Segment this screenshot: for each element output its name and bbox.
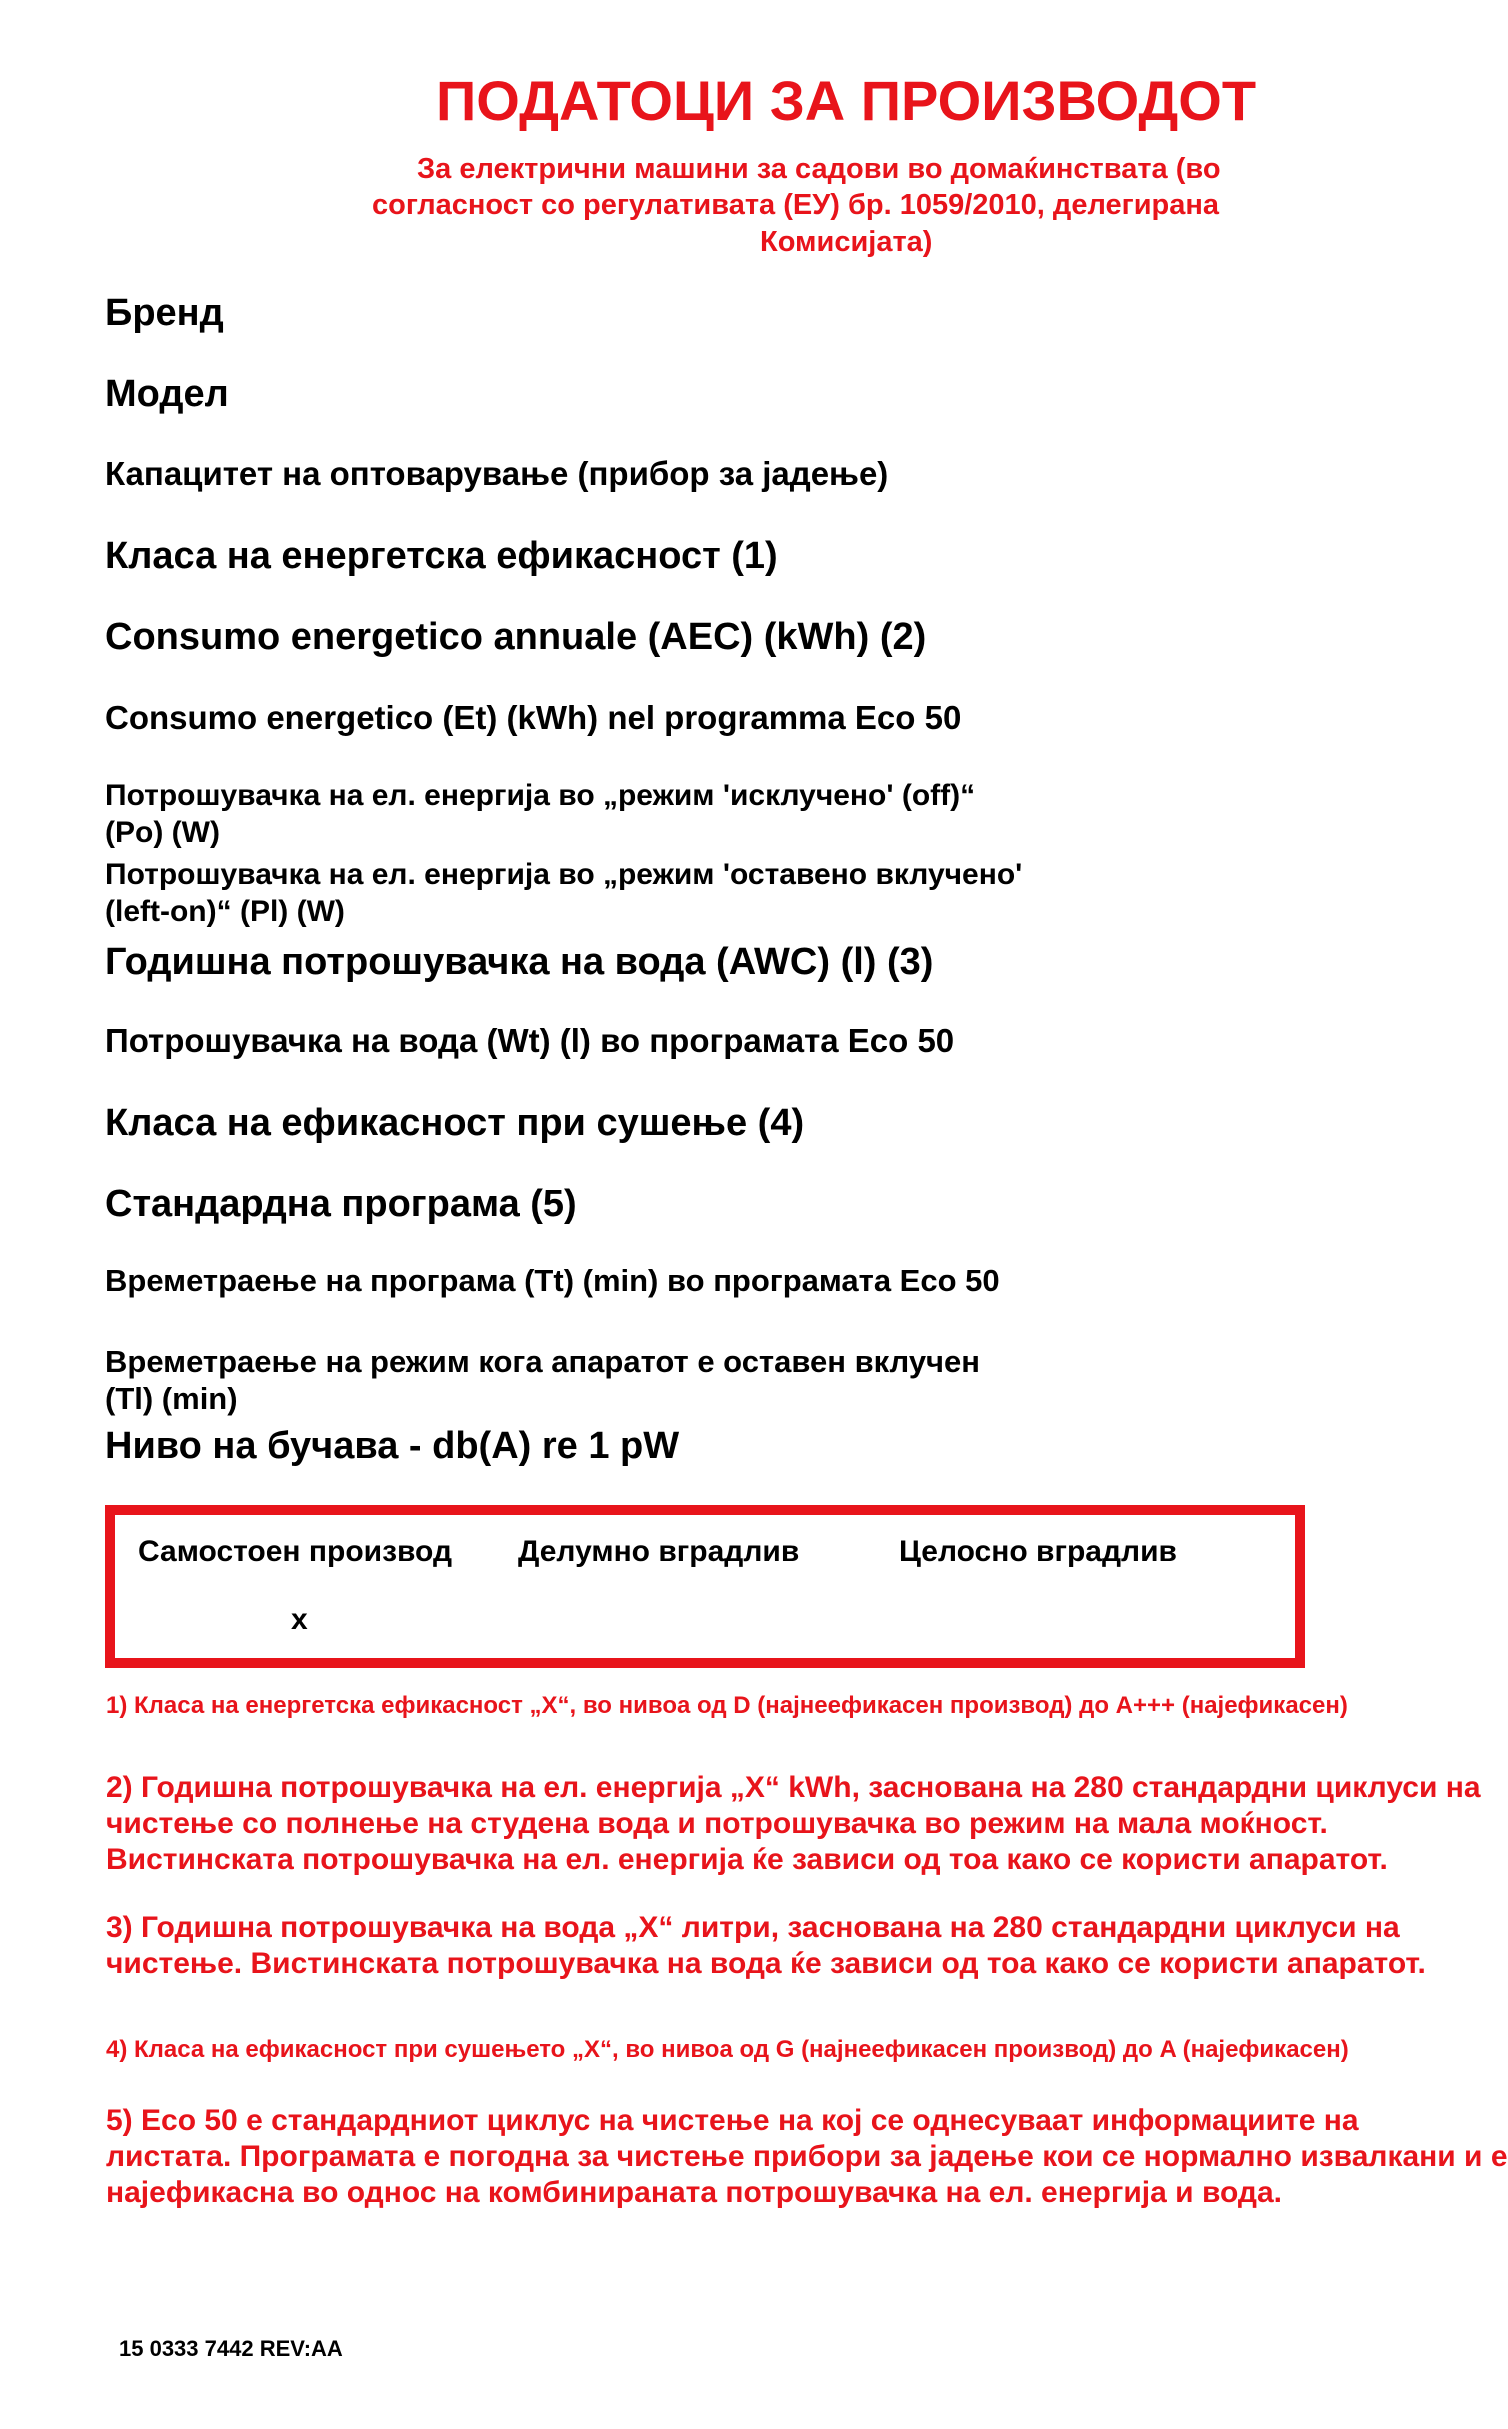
field-awc: Годишна потрошувачка на вода (AWC) (l) (3) xyxy=(105,941,934,983)
field-model: Модел xyxy=(105,373,229,415)
note-4: 4) Класа на ефикасност при сушењето „X“, во нивоа од G (најнеефикасен производ) до A (најефикасен) xyxy=(106,2036,1349,2063)
field-po-line-2: (Po) (W) xyxy=(105,816,220,849)
page-title: ПОДАТОЦИ ЗА ПРОИЗВОДОТ xyxy=(436,69,1257,132)
field-tl xyxy=(105,1343,980,1417)
field-po xyxy=(105,777,975,851)
note-3-line-1: 3) Годишна потрошувачка на вода „X“ литри, заснована на 280 стандардни циклуси на xyxy=(106,1911,1400,1944)
note-3 xyxy=(106,1910,1426,1982)
field-tl-line-1: Времетраење на режим кога апаратот е оставен вклучен xyxy=(105,1344,981,1379)
note-2 xyxy=(106,1770,1481,1878)
note-1: 1) Класа на енергетска ефикасност „X“, во нивоа од D (најнеефикасен производ) до A+++ (најефикасен) xyxy=(106,1692,1348,1719)
subtitle-line-1: За електрични машини за садови во домаќинствата (во xyxy=(417,153,1221,185)
field-brand: Бренд xyxy=(105,292,224,334)
install-fully-integrated-label: Целосно вградлив xyxy=(899,1535,1177,1568)
subtitle-line-3: Комисијата) xyxy=(760,226,933,258)
field-standard-program: Стандардна програма (5) xyxy=(105,1183,577,1225)
note-5 xyxy=(106,2103,1508,2211)
field-pl-line-2: (left-on)“ (Pl) (W) xyxy=(105,895,345,928)
note-5-line-3: најефикасна во однос на комбинираната потрошувачка на ел. енергија и вода. xyxy=(106,2176,1282,2209)
field-tl-line-2: (Tl) (min) xyxy=(105,1381,238,1416)
field-noise: Ниво на бучава - db(A) re 1 pW xyxy=(105,1425,680,1467)
field-tt: Времетраење на програма (Tt) (min) во програмата Eco 50 xyxy=(105,1263,1000,1298)
field-drying-class: Класа на ефикасност при сушење (4) xyxy=(105,1102,805,1144)
field-po-line-1: Потрошувачка на ел. енергија во „режим 'исклучено' (off)“ xyxy=(105,779,976,812)
subtitle-line-2: согласност со регулативата (ЕУ) бр. 1059/2010, делегирана xyxy=(372,189,1220,221)
note-2-line-2: чистење со полнење на студена вода и потрошувачка во режим на мала моќност. xyxy=(106,1807,1328,1840)
field-aec: Consumo energetico annuale (AEC) (kWh) (2) xyxy=(105,616,927,658)
install-freestanding-mark: x xyxy=(291,1603,308,1636)
field-capacity: Капацитет на оптоварување (прибор за јадење) xyxy=(105,455,889,492)
note-2-line-1: 2) Годишна потрошувачка на ел. енергија „X“ kWh, заснована на 280 стандардни циклуси на xyxy=(106,1771,1481,1804)
note-5-line-2: листата. Програмата е погодна за чистење прибори за јадење кои се нормално извалкани и е xyxy=(106,2140,1508,2173)
install-freestanding-label: Самостоен производ xyxy=(138,1535,453,1568)
note-2-line-3: Вистинската потрошувачка на ел. енергија ќе зависи од тоа како се користи апаратот. xyxy=(106,1843,1388,1876)
footer-code: 15 0333 7442 REV:AA xyxy=(119,2336,343,2361)
field-energy-class: Класа на енергетска ефикасност (1) xyxy=(105,535,778,577)
field-pl-line-1: Потрошувачка на ел. енергија во „режим 'оставено вклучено' xyxy=(105,858,1023,891)
field-wt: Потрошувачка на вода (Wt) (l) во програмата Eco 50 xyxy=(105,1022,955,1059)
field-pl xyxy=(105,856,1022,930)
note-5-line-1: 5) Eco 50 е стандардниот циклус на чистење на кој се однесуваат информациите на xyxy=(106,2104,1359,2137)
field-et: Consumo energetico (Et) (kWh) nel programma Eco 50 xyxy=(105,699,962,736)
install-type-box xyxy=(105,1505,1305,1668)
install-semi-integrated-label: Делумно вградлив xyxy=(518,1535,800,1568)
note-3-line-2: чистење. Вистинската потрошувачка на вода ќе зависи од тоа како се користи апаратот. xyxy=(106,1947,1426,1980)
